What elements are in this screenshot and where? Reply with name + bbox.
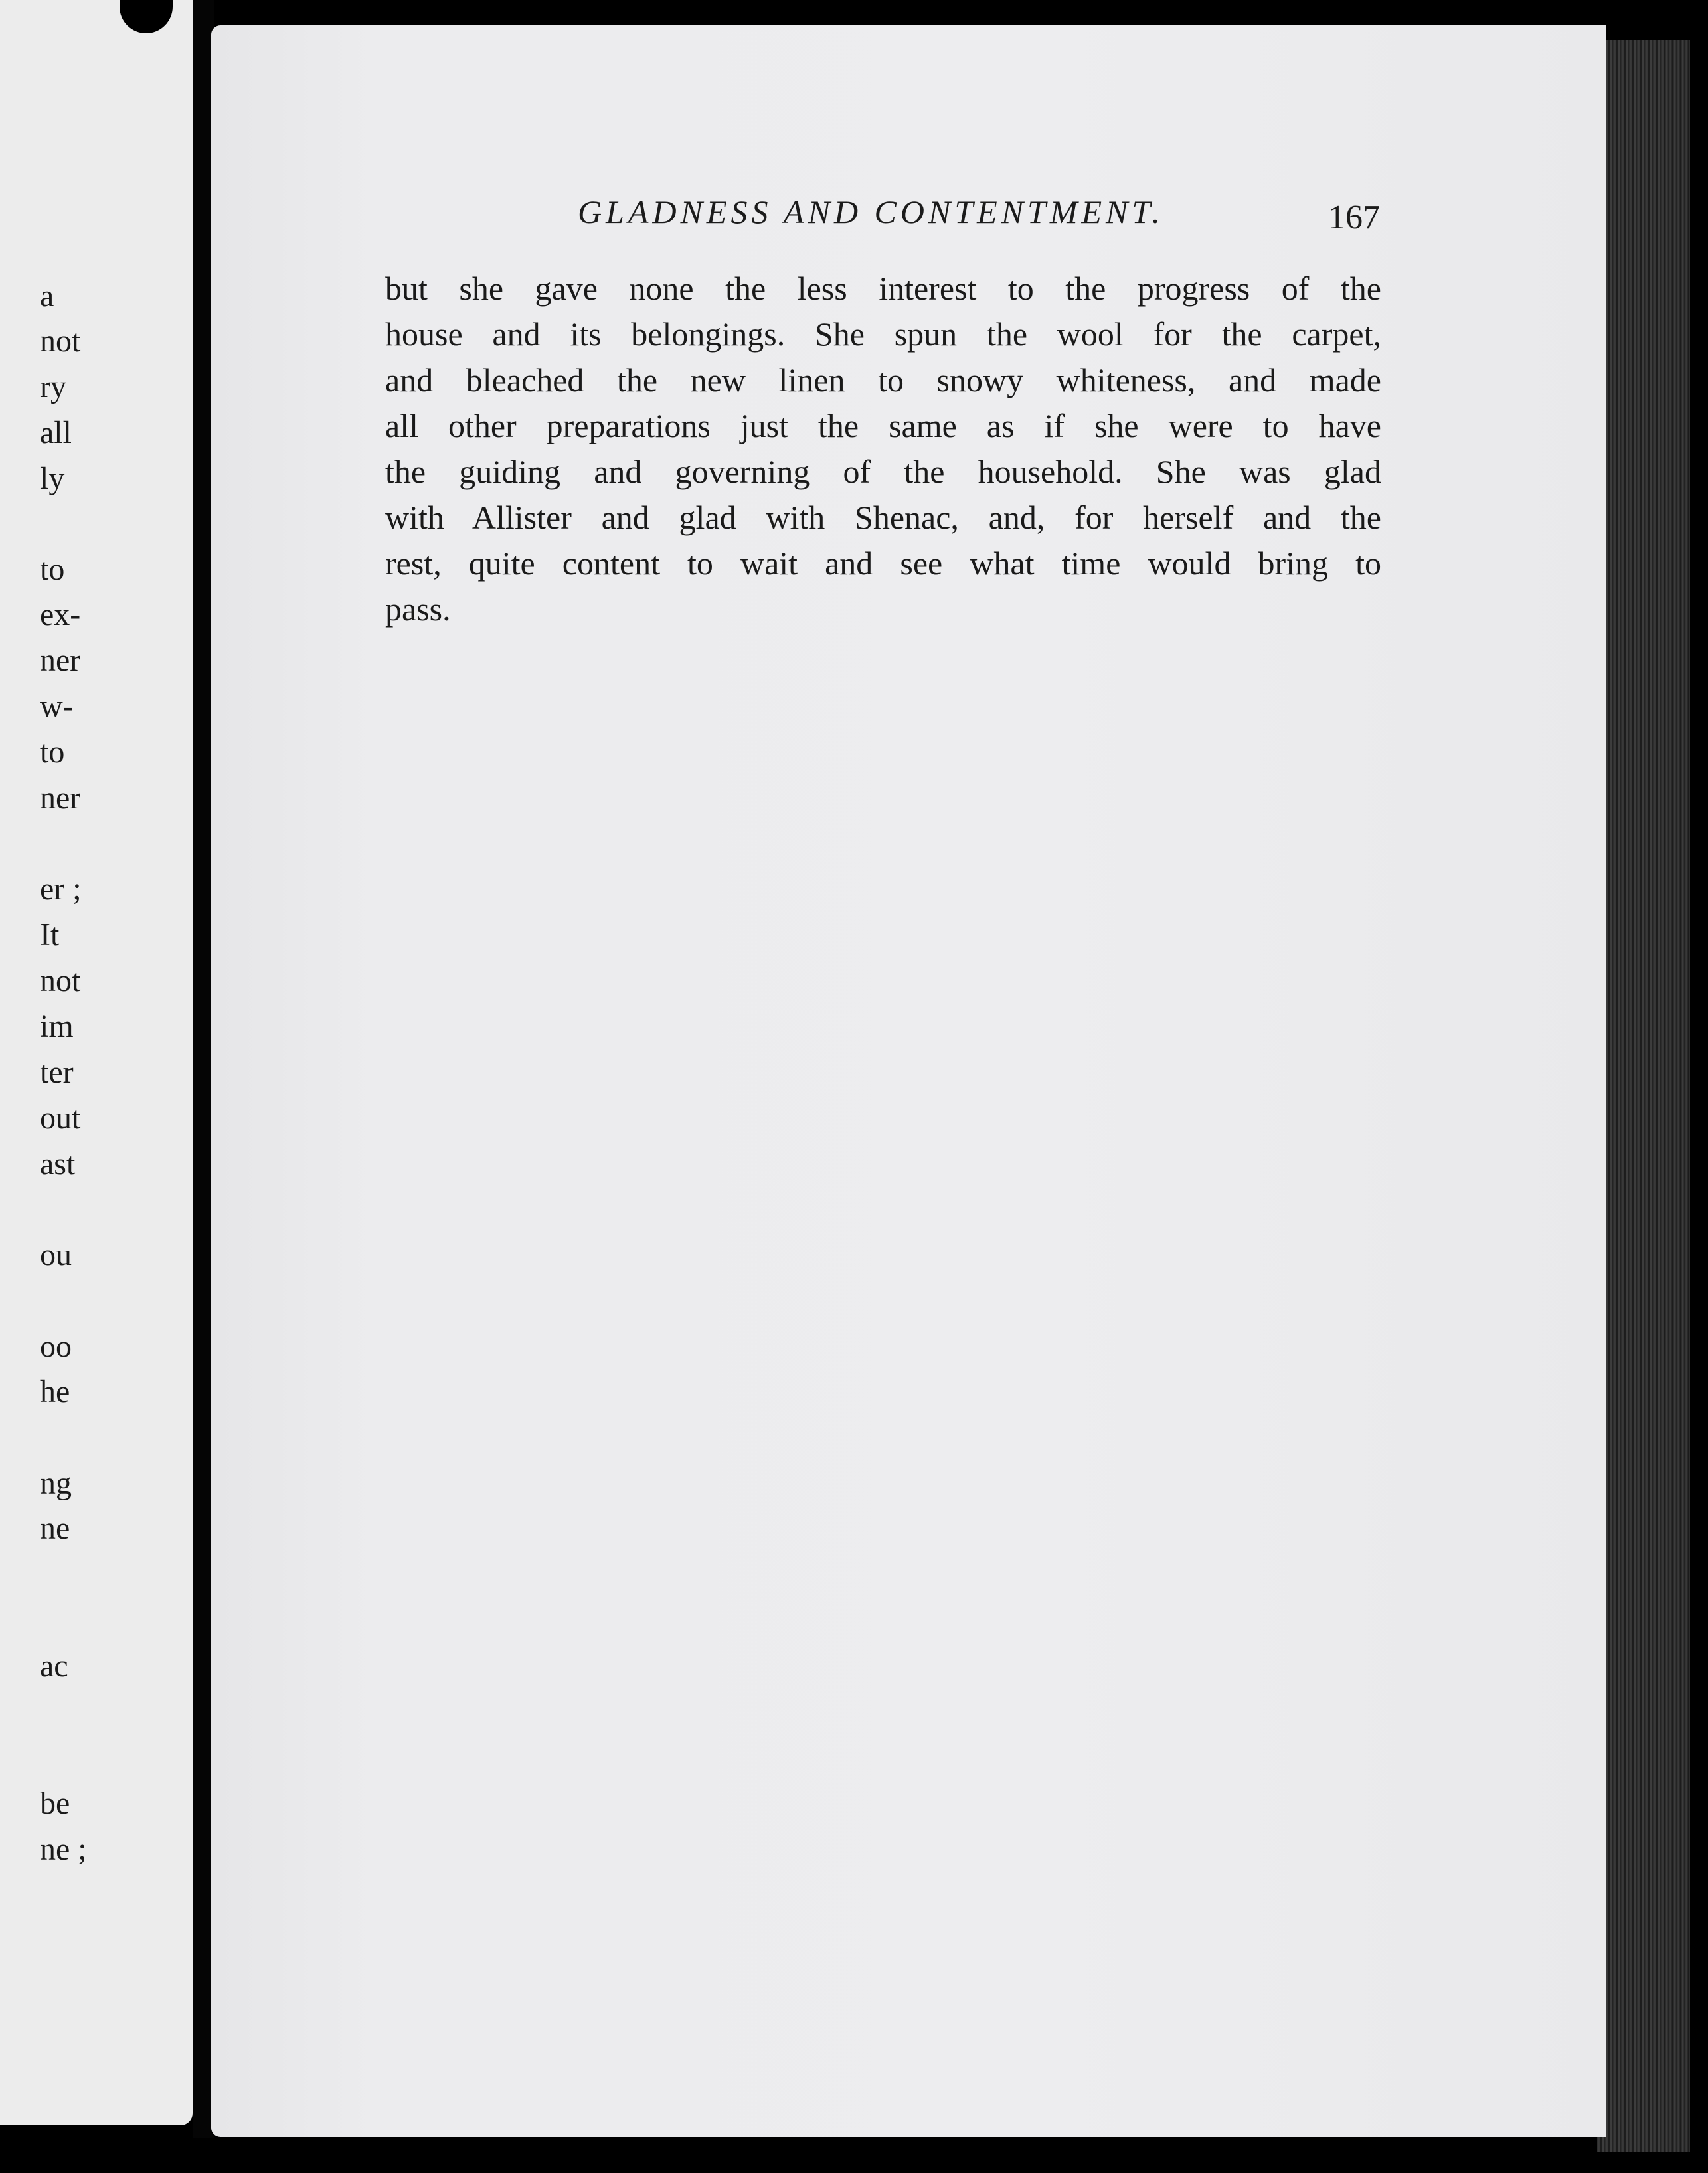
facing-fragment: he [40, 1374, 70, 1409]
facing-fragment: ner [40, 780, 81, 816]
facing-page [0, 0, 193, 2125]
facing-fragment: ac [40, 1648, 68, 1684]
facing-fragment: be [40, 1786, 70, 1821]
facing-fragment: ne ; [40, 1832, 87, 1867]
text-line: the guiding and governing of the household. She was glad [385, 453, 1381, 490]
facing-fragment: oo [40, 1329, 72, 1364]
facing-fragment: out [40, 1100, 81, 1136]
page-number: 167 [1328, 199, 1380, 236]
facing-page-text [0, 0, 193, 2125]
facing-fragment: ng [40, 1466, 72, 1501]
text-line: but she gave none the less interest to the progress of the [385, 270, 1381, 307]
facing-fragment: to [40, 552, 65, 587]
facing-fragment: ly [40, 461, 65, 496]
facing-fragment: w- [40, 689, 74, 724]
body-paragraph [385, 266, 1381, 632]
facing-fragment: to [40, 735, 65, 770]
page-edges [1597, 40, 1690, 2152]
text-line: all other preparations just the same as if she were to have [385, 407, 1381, 444]
text-line: house and its belongings. She spun the wool for the carpet, [385, 315, 1381, 353]
facing-fragment: It [40, 917, 60, 952]
facing-fragment: all [40, 415, 72, 450]
text-line: pass. [385, 590, 451, 628]
facing-fragment: er ; [40, 871, 82, 907]
facing-fragment: im [40, 1009, 74, 1044]
facing-fragment: ex- [40, 597, 81, 632]
facing-fragment: ner [40, 643, 81, 678]
facing-fragment: not [40, 963, 81, 998]
facing-fragment: ne [40, 1511, 70, 1546]
text-line: with Allister and glad with Shenac, and, for herself and the [385, 499, 1381, 536]
facing-fragment: a [40, 278, 54, 313]
facing-fragment: ast [40, 1146, 76, 1181]
running-head: GLADNESS AND CONTENTMENT. [578, 193, 1165, 230]
facing-fragment: not [40, 323, 81, 359]
facing-fragment: ter [40, 1055, 74, 1090]
text-line: rest, quite content to wait and see what time would bring to [385, 545, 1381, 582]
facing-fragment: ou [40, 1237, 72, 1272]
facing-fragment: ry [40, 369, 66, 404]
text-line: and bleached the new linen to snowy whiteness, and made [385, 361, 1381, 398]
